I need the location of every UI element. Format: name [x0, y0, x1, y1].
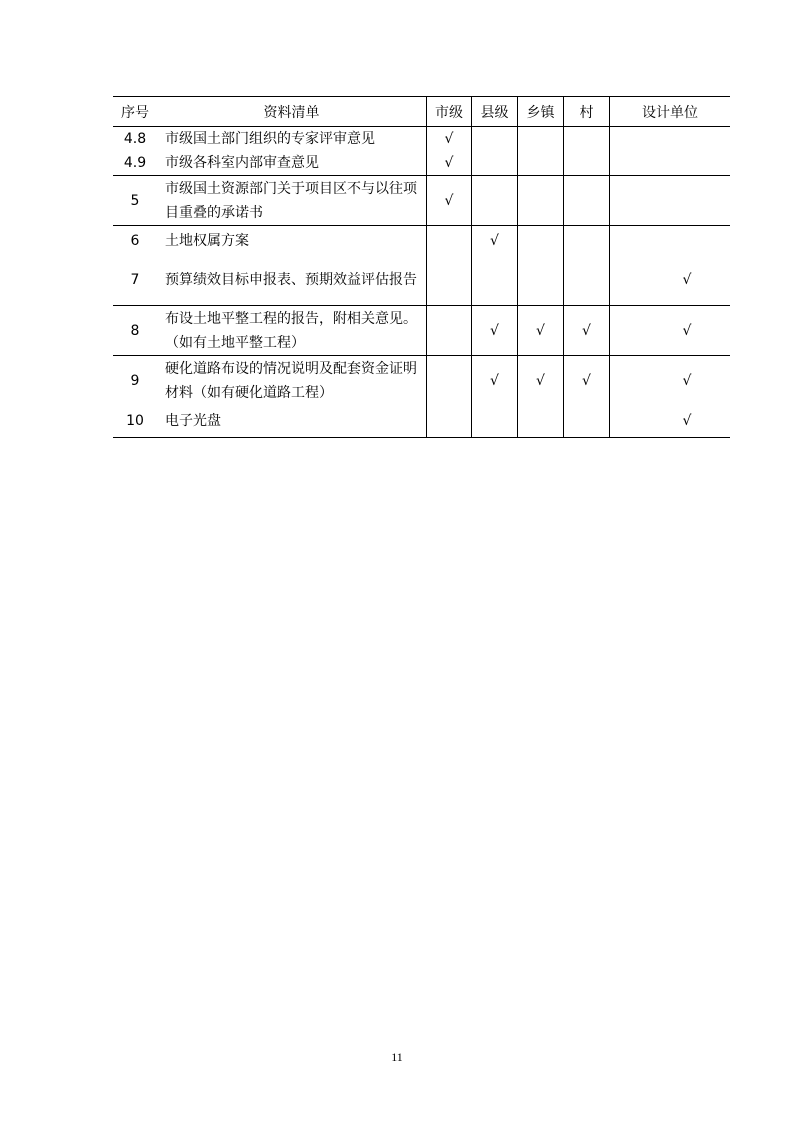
row-no: 4.9 [113, 151, 157, 176]
row-doc: 市级各科室内部审查意见 [157, 151, 427, 176]
table-row [113, 256, 730, 306]
check-village [564, 127, 610, 152]
table-header-row [113, 97, 730, 127]
check-designer: √ [610, 306, 731, 356]
row-doc: 布设土地平整工程的报告，附相关意见。（如有土地平整工程） [157, 306, 427, 356]
header-town: 乡镇 [518, 97, 564, 127]
row-doc: 市级国土资源部门关于项目区不与以往项目重叠的承诺书 [157, 176, 427, 226]
materials-table [113, 96, 730, 438]
row-doc: 市级国土部门组织的专家评审意见 [165, 131, 375, 147]
check-village [564, 226, 610, 256]
table-row [113, 127, 730, 152]
header-village: 村 [564, 97, 610, 127]
row-no: 7 [113, 256, 157, 306]
check-county: √ [472, 306, 518, 356]
check-designer: √ [610, 356, 731, 406]
check-city [427, 226, 472, 256]
row-no: 10 [113, 406, 157, 438]
table-row [113, 176, 730, 226]
check-city [427, 356, 472, 406]
table-row [113, 151, 730, 176]
check-town [518, 176, 564, 226]
check-town [518, 256, 564, 306]
check-town: √ [518, 306, 564, 356]
header-designer: 设计单位 [610, 97, 731, 127]
header-doc: 资料清单 [157, 97, 427, 127]
check-village [564, 151, 610, 176]
check-town [518, 226, 564, 256]
check-county [472, 151, 518, 176]
row-no: 8 [113, 306, 157, 356]
check-designer: √ [610, 256, 731, 306]
row-no: 9 [130, 372, 140, 389]
check-town: √ [518, 356, 564, 406]
row-doc: 土地权属方案 [165, 232, 249, 249]
row-doc: 电子光盘 [157, 406, 427, 438]
table-row [113, 406, 730, 438]
check-city: √ [427, 151, 472, 176]
page-number: 11 [391, 1050, 403, 1064]
table-row [113, 306, 730, 356]
header-no: 序号 [113, 97, 157, 127]
check-village [564, 256, 610, 306]
check-town [518, 127, 564, 152]
check-county [472, 406, 518, 438]
check-designer: √ [610, 406, 731, 438]
check-designer [610, 151, 731, 176]
check-county [472, 127, 518, 152]
check-designer [610, 226, 731, 256]
check-designer [610, 127, 731, 152]
row-doc: 预算绩效目标申报表、预期效益评估报告 [157, 256, 427, 306]
check-town [518, 406, 564, 438]
check-city [427, 306, 472, 356]
header-city: 市级 [427, 97, 472, 127]
table-row [113, 356, 730, 406]
check-village: √ [564, 356, 610, 406]
check-county [472, 176, 518, 226]
check-village [564, 406, 610, 438]
check-village [564, 176, 610, 226]
table-row [113, 226, 730, 256]
check-county: √ [472, 356, 518, 406]
row-no: 5 [113, 176, 157, 226]
check-town [518, 151, 564, 176]
header-county: 县级 [472, 97, 518, 127]
check-city [427, 256, 472, 306]
check-city [427, 406, 472, 438]
check-designer [610, 176, 731, 226]
row-no: 6 [130, 232, 140, 249]
check-county [472, 256, 518, 306]
check-city: √ [427, 176, 472, 226]
check-city: √ [427, 127, 472, 152]
row-no: 4.8 [123, 131, 147, 147]
row-doc: 硬化道路布设的情况说明及配套资金证明材料（如有硬化道路工程） [165, 360, 417, 401]
check-village: √ [564, 306, 610, 356]
check-county: √ [472, 226, 518, 256]
